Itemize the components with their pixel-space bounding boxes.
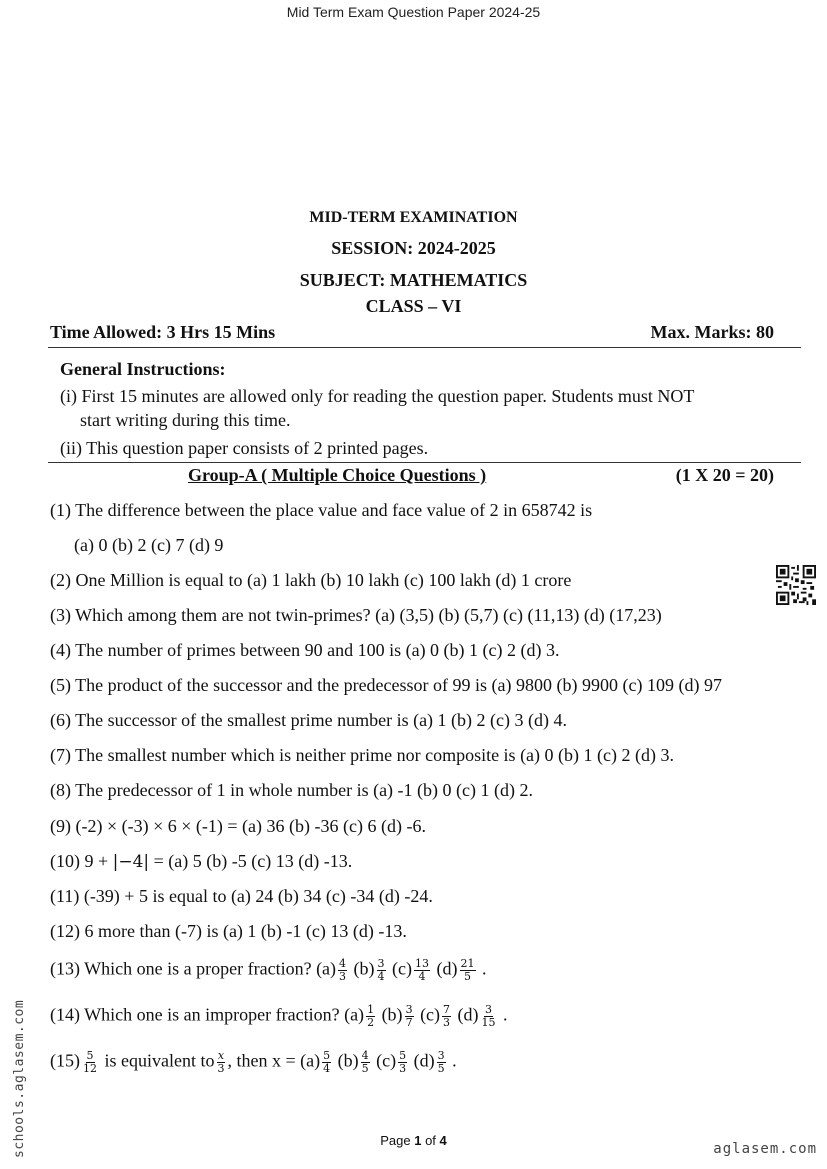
question-15-end: . xyxy=(452,1050,457,1071)
denominator: 5 xyxy=(361,1062,369,1075)
subject-title: SUBJECT: MATHEMATICS xyxy=(299,270,528,290)
question-15-mid: is equivalent to xyxy=(104,1050,215,1071)
page-banner: Mid Term Exam Question Paper 2024-25 xyxy=(286,4,541,20)
option-d-label: (d) xyxy=(457,1004,479,1025)
time-allowed: Time Allowed: 3 Hrs 15 Mins xyxy=(50,322,276,342)
question-12: (12) 6 more than (-7) is (a) 1 (b) -1 (c) 13 (d) -13. xyxy=(50,921,407,941)
denominator: 3 xyxy=(443,1016,451,1029)
numerator: 4 xyxy=(361,1049,369,1062)
fraction xyxy=(460,958,476,983)
question-13-end: . xyxy=(482,958,487,979)
question-14-text: (14) Which one is an improper fraction? xyxy=(50,1004,340,1025)
fraction xyxy=(405,1004,414,1029)
fraction xyxy=(442,1004,451,1029)
denominator: 7 xyxy=(405,1016,413,1029)
fraction xyxy=(398,1050,407,1075)
question-15 xyxy=(50,1050,457,1075)
question-4: (4) The number of primes between 90 and 100 is (a) 0 (b) 1 (c) 2 (d) 3. xyxy=(50,640,560,660)
denominator: 3 xyxy=(339,970,347,983)
footer-watermark: aglasem.com xyxy=(713,1141,817,1157)
group-a-title: Group-A ( Multiple Choice Questions ) xyxy=(188,465,487,485)
question-10-end: = (a) 5 (b) -5 (c) 13 (d) -13. xyxy=(149,851,353,871)
question-7: (7) The smallest number which is neither prime nor composite is (a) 0 (b) 1 (c) 2 (d) 3. xyxy=(50,745,674,765)
question-13-text: (13) Which one is a proper fraction? xyxy=(50,958,312,979)
class-title: CLASS – VI xyxy=(365,296,462,316)
numerator: 3 xyxy=(437,1049,445,1062)
denominator: 4 xyxy=(377,970,385,983)
numerator: 7 xyxy=(443,1003,451,1016)
denominator: 5 xyxy=(437,1062,445,1075)
fraction xyxy=(338,958,347,983)
instructions-title: General Instructions: xyxy=(60,359,226,379)
numerator: 1 xyxy=(367,1003,375,1016)
question-2: (2) One Million is equal to (a) 1 lakh (b) 10 lakh (c) 100 lakh (d) 1 crore xyxy=(50,570,572,590)
side-watermark: schools.aglasem.com xyxy=(12,999,27,1158)
option-d-label: (d) xyxy=(413,1050,435,1071)
denominator: 4 xyxy=(418,970,426,983)
numerator: 5 xyxy=(86,1049,94,1062)
question-11: (11) (-39) + 5 is equal to (a) 24 (b) 34 (c) -34 (d) -24. xyxy=(50,886,433,906)
fraction xyxy=(437,1050,446,1075)
exam-title: MID-TERM EXAMINATION xyxy=(309,209,518,226)
question-8: (8) The predecessor of 1 in whole number is (a) -1 (b) 0 (c) 1 (d) 2. xyxy=(50,780,534,800)
numerator: 21 xyxy=(460,957,475,970)
page-prefix: Page xyxy=(380,1133,415,1148)
question-15-then: , then x = (a) xyxy=(227,1050,321,1071)
fraction xyxy=(366,1004,375,1029)
option-b-label: (b) xyxy=(337,1050,359,1071)
denominator: 2 xyxy=(367,1016,375,1029)
group-a-marks: (1 X 20 = 20) xyxy=(675,465,774,485)
option-a-label: (a) xyxy=(316,958,337,979)
denominator: 12 xyxy=(83,1062,97,1075)
question-14 xyxy=(50,1004,508,1029)
denominator: 3 xyxy=(217,1062,225,1075)
fraction xyxy=(322,1050,331,1075)
option-b-label: (b) xyxy=(381,1004,403,1025)
numerator: 4 xyxy=(339,957,347,970)
instruction-2: (ii) This question paper consists of 2 printed pages. xyxy=(60,438,429,458)
instruction-1 xyxy=(60,384,780,432)
page-total: 4 xyxy=(439,1133,447,1148)
question-3: (3) Which among them are not twin-primes? (a) (3,5) (b) (5,7) (c) (11,13) (d) (17,23) xyxy=(50,605,662,625)
option-c-label: (c) xyxy=(392,958,413,979)
numerator: 3 xyxy=(485,1003,493,1016)
fraction xyxy=(414,958,430,983)
question-14-end: . xyxy=(503,1004,508,1025)
page-current: 1 xyxy=(414,1133,422,1148)
question-13 xyxy=(50,958,487,983)
option-c-label: (c) xyxy=(420,1004,441,1025)
option-c-label: (c) xyxy=(376,1050,397,1071)
numerator: 13 xyxy=(415,957,430,970)
fraction xyxy=(481,1004,497,1029)
question-9: (9) (-2) × (-3) × 6 × (-1) = (a) 36 (b) -36 (c) 6 (d) -6. xyxy=(50,816,426,836)
qr-code-icon xyxy=(776,565,816,605)
numerator: x xyxy=(217,1049,225,1062)
question-1-options: (a) 0 (b) 2 (c) 7 (d) 9 xyxy=(74,535,224,555)
denominator: 4 xyxy=(323,1062,331,1075)
session-title: SESSION: 2024-2025 xyxy=(331,238,496,258)
question-10-start: (10) 9 + xyxy=(50,851,113,871)
question-1: (1) The difference between the place value and face value of 2 in 658742 is xyxy=(50,500,593,520)
denominator: 3 xyxy=(399,1062,407,1075)
instructions-divider xyxy=(48,462,801,463)
fraction xyxy=(82,1050,98,1075)
absolute-value: |−4| xyxy=(112,852,150,872)
numerator: 5 xyxy=(323,1049,331,1062)
instruction-1-line1: (i) First 15 minutes are allowed only for reading the question paper. Students must NOT xyxy=(60,386,695,406)
page-number xyxy=(0,1133,827,1148)
numerator: 5 xyxy=(399,1049,407,1062)
fraction xyxy=(377,958,386,983)
denominator: 15 xyxy=(481,1016,496,1029)
fraction xyxy=(361,1050,370,1075)
option-a-label: (a) xyxy=(344,1004,365,1025)
max-marks: Max. Marks: 80 xyxy=(650,322,774,342)
denominator: 5 xyxy=(464,970,472,983)
page-of: of xyxy=(421,1133,440,1148)
header-divider xyxy=(48,347,801,348)
question-15-label: (15) xyxy=(50,1050,80,1071)
numerator: 3 xyxy=(405,1003,413,1016)
option-d-label: (d) xyxy=(436,958,458,979)
instruction-1-line2: start writing during this time. xyxy=(80,410,291,430)
question-6: (6) The successor of the smallest prime number is (a) 1 (b) 2 (c) 3 (d) 4. xyxy=(50,710,568,730)
question-10 xyxy=(50,851,352,872)
question-5: (5) The product of the successor and the predecessor of 99 is (a) 9800 (b) 9900 (c) 109 (d) 97 xyxy=(50,675,722,695)
numerator: 3 xyxy=(377,957,385,970)
fraction xyxy=(216,1050,225,1075)
option-b-label: (b) xyxy=(353,958,375,979)
